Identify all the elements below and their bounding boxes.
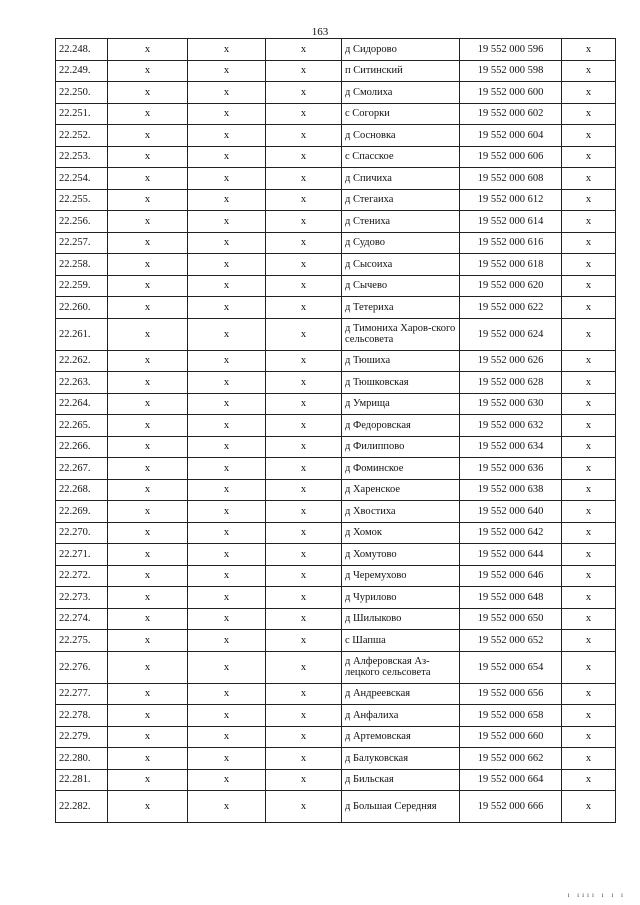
- x-cell: x: [562, 458, 616, 480]
- table-row: [56, 683, 616, 705]
- row-number-cell: 22.265.: [56, 415, 108, 437]
- row-number-cell: 22.269.: [56, 501, 108, 523]
- x-cell: x: [266, 372, 342, 394]
- settlement-name-cell: д Алферовская Аз-лецкого сельсовета: [342, 651, 460, 683]
- x-cell: x: [108, 726, 188, 748]
- settlement-name-cell: д Хвостиха: [342, 501, 460, 523]
- row-number-cell: 22.264.: [56, 393, 108, 415]
- oktmo-code-cell: 19 552 000 662: [460, 748, 562, 770]
- row-number-cell: 22.249.: [56, 60, 108, 82]
- x-cell: x: [188, 565, 266, 587]
- x-cell: x: [562, 103, 616, 125]
- x-cell: x: [266, 479, 342, 501]
- x-cell: x: [188, 436, 266, 458]
- settlement-name-cell: д Тюшиха: [342, 350, 460, 372]
- x-cell: x: [188, 297, 266, 319]
- x-cell: x: [108, 146, 188, 168]
- x-cell: x: [108, 39, 188, 61]
- table-row: [56, 372, 616, 394]
- x-cell: x: [562, 608, 616, 630]
- x-cell: x: [266, 683, 342, 705]
- table-row: [56, 350, 616, 372]
- table-row: [56, 479, 616, 501]
- row-number-cell: 22.262.: [56, 350, 108, 372]
- settlement-name-cell: д Бильская: [342, 769, 460, 791]
- table-row: [56, 297, 616, 319]
- table-row: [56, 146, 616, 168]
- oktmo-code-cell: 19 552 000 636: [460, 458, 562, 480]
- x-cell: x: [188, 522, 266, 544]
- x-cell: x: [266, 393, 342, 415]
- settlement-name-cell: д Шилыково: [342, 608, 460, 630]
- x-cell: x: [266, 436, 342, 458]
- x-cell: x: [108, 275, 188, 297]
- x-cell: x: [266, 39, 342, 61]
- x-cell: x: [562, 705, 616, 727]
- settlement-name-cell: д Умрища: [342, 393, 460, 415]
- row-number-cell: 22.274.: [56, 608, 108, 630]
- x-cell: x: [562, 630, 616, 652]
- x-cell: x: [562, 318, 616, 350]
- table-row: [56, 705, 616, 727]
- table-row: [56, 125, 616, 147]
- oktmo-code-cell: 19 552 000 596: [460, 39, 562, 61]
- x-cell: x: [108, 608, 188, 630]
- settlement-name-cell: д Черемухово: [342, 565, 460, 587]
- x-cell: x: [188, 146, 266, 168]
- settlement-name-cell: д Хомок: [342, 522, 460, 544]
- table-row: [56, 769, 616, 791]
- table-row: [56, 608, 616, 630]
- x-cell: x: [108, 651, 188, 683]
- x-cell: x: [562, 275, 616, 297]
- oktmo-code-cell: 19 552 000 606: [460, 146, 562, 168]
- table-row: [56, 232, 616, 254]
- oktmo-code-cell: 19 552 000 656: [460, 683, 562, 705]
- x-cell: x: [266, 651, 342, 683]
- x-cell: x: [266, 125, 342, 147]
- x-cell: x: [188, 726, 266, 748]
- row-number-cell: 22.270.: [56, 522, 108, 544]
- x-cell: x: [188, 189, 266, 211]
- oktmo-code-cell: 19 552 000 646: [460, 565, 562, 587]
- x-cell: x: [108, 436, 188, 458]
- table-row: [56, 544, 616, 566]
- settlement-name-cell: д Судово: [342, 232, 460, 254]
- row-number-cell: 22.255.: [56, 189, 108, 211]
- x-cell: x: [108, 415, 188, 437]
- x-cell: x: [188, 39, 266, 61]
- settlement-name-cell: д Хомутово: [342, 544, 460, 566]
- x-cell: x: [562, 415, 616, 437]
- x-cell: x: [562, 726, 616, 748]
- oktmo-code-cell: 19 552 000 630: [460, 393, 562, 415]
- table-row: [56, 651, 616, 683]
- oktmo-code-cell: 19 552 000 642: [460, 522, 562, 544]
- oktmo-code-cell: 19 552 000 632: [460, 415, 562, 437]
- table-row: [56, 501, 616, 523]
- row-number-cell: 22.268.: [56, 479, 108, 501]
- x-cell: x: [266, 232, 342, 254]
- settlement-name-cell: п Ситинский: [342, 60, 460, 82]
- x-cell: x: [562, 372, 616, 394]
- x-cell: x: [188, 630, 266, 652]
- x-cell: x: [562, 60, 616, 82]
- x-cell: x: [108, 168, 188, 190]
- settlement-name-cell: д Тимониха Харов-ского сельсовета: [342, 318, 460, 350]
- x-cell: x: [108, 372, 188, 394]
- oktmo-code-cell: 19 552 000 602: [460, 103, 562, 125]
- x-cell: x: [108, 769, 188, 791]
- x-cell: x: [562, 232, 616, 254]
- oktmo-code-cell: 19 552 000 616: [460, 232, 562, 254]
- row-number-cell: 22.279.: [56, 726, 108, 748]
- x-cell: x: [188, 103, 266, 125]
- x-cell: x: [188, 544, 266, 566]
- x-cell: x: [266, 630, 342, 652]
- x-cell: x: [108, 125, 188, 147]
- row-number-cell: 22.258.: [56, 254, 108, 276]
- table-row: [56, 436, 616, 458]
- x-cell: x: [266, 522, 342, 544]
- x-cell: x: [562, 522, 616, 544]
- settlement-name-cell: д Сычево: [342, 275, 460, 297]
- oktmo-code-cell: 19 552 000 624: [460, 318, 562, 350]
- x-cell: x: [266, 254, 342, 276]
- row-number-cell: 22.253.: [56, 146, 108, 168]
- x-cell: x: [266, 275, 342, 297]
- x-cell: x: [266, 168, 342, 190]
- row-number-cell: 22.257.: [56, 232, 108, 254]
- settlement-name-cell: д Сосновка: [342, 125, 460, 147]
- settlement-name-cell: д Чурилово: [342, 587, 460, 609]
- x-cell: x: [188, 168, 266, 190]
- row-number-cell: 22.250.: [56, 82, 108, 104]
- x-cell: x: [188, 651, 266, 683]
- settlement-name-cell: д Балуковская: [342, 748, 460, 770]
- x-cell: x: [188, 232, 266, 254]
- settlement-name-cell: д Андреевская: [342, 683, 460, 705]
- x-cell: x: [108, 565, 188, 587]
- table-row: [56, 393, 616, 415]
- row-number-cell: 22.273.: [56, 587, 108, 609]
- x-cell: x: [108, 318, 188, 350]
- settlement-name-cell: д Сидорово: [342, 39, 460, 61]
- settlement-name-cell: д Тетериха: [342, 297, 460, 319]
- settlement-name-cell: с Согорки: [342, 103, 460, 125]
- registry-body: [56, 39, 616, 823]
- oktmo-code-cell: 19 552 000 664: [460, 769, 562, 791]
- x-cell: x: [188, 587, 266, 609]
- x-cell: x: [266, 458, 342, 480]
- x-cell: x: [188, 748, 266, 770]
- oktmo-code-cell: 19 552 000 638: [460, 479, 562, 501]
- x-cell: x: [188, 458, 266, 480]
- table-row: [56, 587, 616, 609]
- oktmo-code-cell: 19 552 000 622: [460, 297, 562, 319]
- settlement-name-cell: д Филиппово: [342, 436, 460, 458]
- settlement-name-cell: д Анфалиха: [342, 705, 460, 727]
- x-cell: x: [562, 544, 616, 566]
- table-row: [56, 39, 616, 61]
- x-cell: x: [562, 479, 616, 501]
- settlement-name-cell: д Спичиха: [342, 168, 460, 190]
- settlement-name-cell: д Тюшковская: [342, 372, 460, 394]
- table-row: [56, 791, 616, 823]
- x-cell: x: [108, 630, 188, 652]
- x-cell: x: [188, 683, 266, 705]
- x-cell: x: [266, 297, 342, 319]
- x-cell: x: [562, 254, 616, 276]
- table-row: [56, 522, 616, 544]
- oktmo-code-cell: 19 552 000 600: [460, 82, 562, 104]
- x-cell: x: [266, 501, 342, 523]
- row-number-cell: 22.275.: [56, 630, 108, 652]
- oktmo-code-cell: 19 552 000 666: [460, 791, 562, 823]
- x-cell: x: [188, 769, 266, 791]
- table-row: [56, 748, 616, 770]
- row-number-cell: 22.281.: [56, 769, 108, 791]
- row-number-cell: 22.260.: [56, 297, 108, 319]
- x-cell: x: [266, 608, 342, 630]
- x-cell: x: [562, 125, 616, 147]
- scan-marks: ı ıııı ı ı ı: [567, 891, 626, 899]
- x-cell: x: [108, 479, 188, 501]
- x-cell: x: [188, 211, 266, 233]
- x-cell: x: [108, 232, 188, 254]
- settlement-name-cell: д Харенское: [342, 479, 460, 501]
- x-cell: x: [188, 415, 266, 437]
- settlement-name-cell: с Шапша: [342, 630, 460, 652]
- x-cell: x: [266, 189, 342, 211]
- settlement-name-cell: д Большая Середняя: [342, 791, 460, 823]
- x-cell: x: [562, 168, 616, 190]
- x-cell: x: [108, 393, 188, 415]
- x-cell: x: [108, 211, 188, 233]
- oktmo-code-cell: 19 552 000 618: [460, 254, 562, 276]
- settlement-name-cell: д Фоминское: [342, 458, 460, 480]
- x-cell: x: [108, 60, 188, 82]
- x-cell: x: [562, 748, 616, 770]
- settlement-name-cell: д Стениха: [342, 211, 460, 233]
- x-cell: x: [266, 211, 342, 233]
- settlement-name-cell: д Федоровская: [342, 415, 460, 437]
- x-cell: x: [108, 82, 188, 104]
- table-row: [56, 254, 616, 276]
- x-cell: x: [266, 748, 342, 770]
- x-cell: x: [562, 297, 616, 319]
- row-number-cell: 22.256.: [56, 211, 108, 233]
- x-cell: x: [108, 458, 188, 480]
- x-cell: x: [266, 769, 342, 791]
- row-number-cell: 22.266.: [56, 436, 108, 458]
- oktmo-code-cell: 19 552 000 634: [460, 436, 562, 458]
- x-cell: x: [188, 791, 266, 823]
- x-cell: x: [188, 479, 266, 501]
- x-cell: x: [188, 275, 266, 297]
- table-row: [56, 168, 616, 190]
- x-cell: x: [562, 189, 616, 211]
- row-number-cell: 22.276.: [56, 651, 108, 683]
- oktmo-code-cell: 19 552 000 628: [460, 372, 562, 394]
- x-cell: x: [108, 587, 188, 609]
- row-number-cell: 22.280.: [56, 748, 108, 770]
- x-cell: x: [562, 501, 616, 523]
- row-number-cell: 22.267.: [56, 458, 108, 480]
- oktmo-code-cell: 19 552 000 648: [460, 587, 562, 609]
- table-row: [56, 275, 616, 297]
- row-number-cell: 22.282.: [56, 791, 108, 823]
- row-number-cell: 22.278.: [56, 705, 108, 727]
- x-cell: x: [108, 350, 188, 372]
- x-cell: x: [108, 748, 188, 770]
- x-cell: x: [108, 683, 188, 705]
- x-cell: x: [266, 726, 342, 748]
- x-cell: x: [266, 791, 342, 823]
- x-cell: x: [266, 60, 342, 82]
- settlement-name-cell: д Сысоиха: [342, 254, 460, 276]
- oktmo-code-cell: 19 552 000 614: [460, 211, 562, 233]
- x-cell: x: [108, 189, 188, 211]
- oktmo-code-cell: 19 552 000 604: [460, 125, 562, 147]
- x-cell: x: [562, 565, 616, 587]
- page-number: 163: [311, 26, 329, 38]
- x-cell: x: [188, 125, 266, 147]
- table-row: [56, 318, 616, 350]
- table-row: [56, 630, 616, 652]
- oktmo-code-cell: 19 552 000 660: [460, 726, 562, 748]
- oktmo-code-cell: 19 552 000 640: [460, 501, 562, 523]
- row-number-cell: 22.263.: [56, 372, 108, 394]
- x-cell: x: [188, 82, 266, 104]
- x-cell: x: [266, 350, 342, 372]
- oktmo-code-cell: 19 552 000 620: [460, 275, 562, 297]
- x-cell: x: [188, 318, 266, 350]
- oktmo-code-cell: 19 552 000 650: [460, 608, 562, 630]
- x-cell: x: [108, 297, 188, 319]
- row-number-cell: 22.272.: [56, 565, 108, 587]
- x-cell: x: [266, 544, 342, 566]
- x-cell: x: [562, 146, 616, 168]
- oktmo-code-cell: 19 552 000 652: [460, 630, 562, 652]
- x-cell: x: [108, 791, 188, 823]
- oktmo-code-cell: 19 552 000 626: [460, 350, 562, 372]
- oktmo-code-cell: 19 552 000 644: [460, 544, 562, 566]
- x-cell: x: [266, 415, 342, 437]
- x-cell: x: [266, 705, 342, 727]
- x-cell: x: [562, 350, 616, 372]
- table-row: [56, 726, 616, 748]
- table-row: [56, 189, 616, 211]
- x-cell: x: [266, 146, 342, 168]
- x-cell: x: [562, 39, 616, 61]
- table-row: [56, 103, 616, 125]
- row-number-cell: 22.271.: [56, 544, 108, 566]
- row-number-cell: 22.252.: [56, 125, 108, 147]
- row-number-cell: 22.248.: [56, 39, 108, 61]
- row-number-cell: 22.254.: [56, 168, 108, 190]
- x-cell: x: [188, 393, 266, 415]
- x-cell: x: [108, 544, 188, 566]
- x-cell: x: [562, 82, 616, 104]
- x-cell: x: [188, 60, 266, 82]
- x-cell: x: [188, 350, 266, 372]
- x-cell: x: [266, 318, 342, 350]
- row-number-cell: 22.251.: [56, 103, 108, 125]
- x-cell: x: [108, 501, 188, 523]
- x-cell: x: [188, 372, 266, 394]
- x-cell: x: [562, 683, 616, 705]
- x-cell: x: [188, 254, 266, 276]
- settlement-name-cell: д Смолиха: [342, 82, 460, 104]
- x-cell: x: [108, 254, 188, 276]
- x-cell: x: [266, 103, 342, 125]
- row-number-cell: 22.259.: [56, 275, 108, 297]
- x-cell: x: [108, 103, 188, 125]
- oktmo-code-cell: 19 552 000 608: [460, 168, 562, 190]
- table-row: [56, 565, 616, 587]
- oktmo-code-cell: 19 552 000 612: [460, 189, 562, 211]
- x-cell: x: [188, 501, 266, 523]
- x-cell: x: [188, 608, 266, 630]
- table-row: [56, 60, 616, 82]
- table-row: [56, 415, 616, 437]
- x-cell: x: [562, 587, 616, 609]
- x-cell: x: [562, 393, 616, 415]
- x-cell: x: [188, 705, 266, 727]
- settlement-name-cell: с Спасское: [342, 146, 460, 168]
- x-cell: x: [562, 791, 616, 823]
- x-cell: x: [562, 436, 616, 458]
- table-row: [56, 82, 616, 104]
- oktmo-code-cell: 19 552 000 598: [460, 60, 562, 82]
- table-row: [56, 211, 616, 233]
- x-cell: x: [266, 587, 342, 609]
- row-number-cell: 22.261.: [56, 318, 108, 350]
- table-row: [56, 458, 616, 480]
- x-cell: x: [266, 82, 342, 104]
- registry-table: [55, 38, 616, 823]
- x-cell: x: [108, 705, 188, 727]
- x-cell: x: [108, 522, 188, 544]
- x-cell: x: [562, 211, 616, 233]
- oktmo-code-cell: 19 552 000 658: [460, 705, 562, 727]
- row-number-cell: 22.277.: [56, 683, 108, 705]
- x-cell: x: [562, 651, 616, 683]
- settlement-name-cell: д Стегаиха: [342, 189, 460, 211]
- oktmo-code-cell: 19 552 000 654: [460, 651, 562, 683]
- x-cell: x: [266, 565, 342, 587]
- x-cell: x: [562, 769, 616, 791]
- settlement-name-cell: д Артемовская: [342, 726, 460, 748]
